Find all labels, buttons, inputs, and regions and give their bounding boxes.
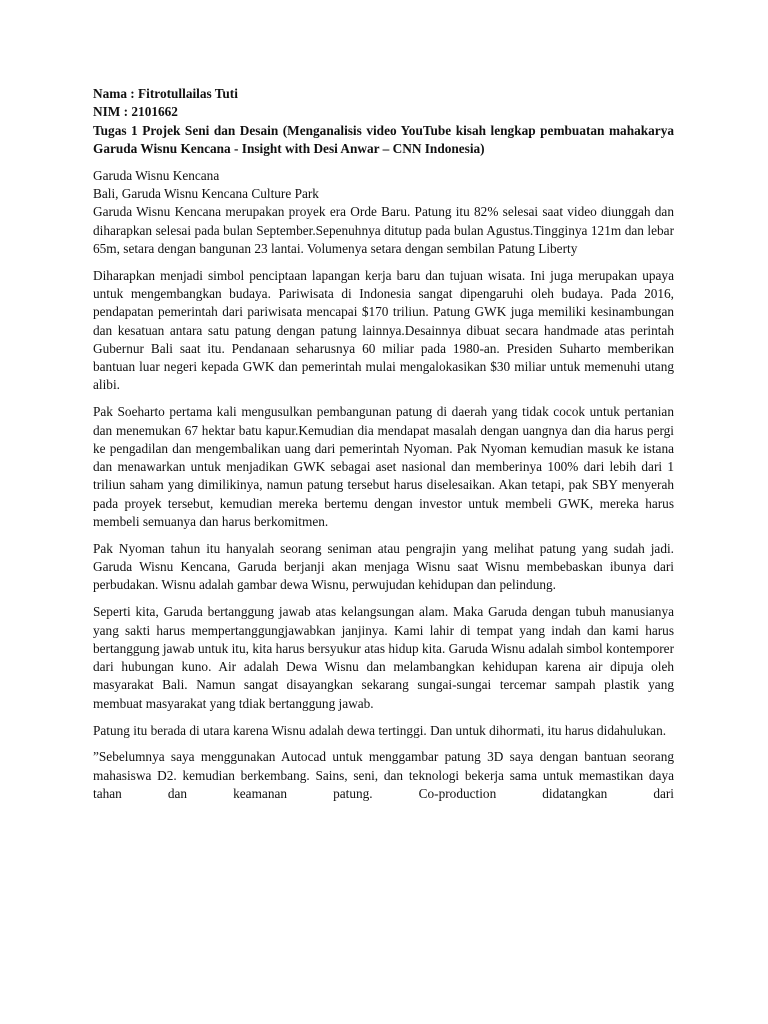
body-paragraph-2: Pak Soeharto pertama kali mengusulkan pembangunan patung di daerah yang tidak cocok untuk pertanian dan menemukan 67 hektar batu kapur.Kemudian dia mendapat masalah dengan uangnya dan dia harus pergi ke pengadilan dan mengembalikan uang dari pemerintah Nyoman. Pak Nyoman kemudian masuk ke istana dan menawarkan untuk menjadikan GWK sebagai aset nasional dan memberinya 100% dari lebih dari 1 triliun saham yang dimilikinya, namun patung tersebut harus diselesaikan. Akan tetapi, pak SBY menyerah pada proyek tersebut, kemudian mereka bertemu dengan investor untuk membeli GWK, mereka harus membeli semuanya dan harus berkomitmen. (93, 404, 674, 530)
subject-location: Bali, Garuda Wisnu Kencana Culture Park (93, 185, 319, 201)
student-name: Nama : Fitrotullailas Tuti (93, 86, 238, 101)
student-nim: NIM : 2101662 (93, 104, 178, 120)
intro-paragraph: Garuda Wisnu Kencana merupakan proyek era Orde Baru. Patung itu 82% selesai saat video diunggah dan diharapkan selesai pada bulan September.Sepenuhnya ditutup pada bulan Agustus.Tingginya 121m dan lebar 65m, setara dengan bangunan 23 lantai. Volumenya setara dengan sembilan Patung Liberty (93, 204, 674, 256)
document-page (93, 85, 674, 803)
assignment-title: Tugas 1 Projek Seni dan Desain (Menganalisis video YouTube kisah lengkap pembuatan mahakarya Garuda Wisnu Kencana - Insight with Desi Anwar – CNN Indonesia) (93, 122, 674, 156)
body-paragraph-1: Diharapkan menjadi simbol penciptaan lapangan kerja baru dan tujuan wisata. Ini juga merupakan upaya untuk mengembangkan budaya. Pariwisata di Indonesia sangat dipengaruhi oleh budaya. Pada 2016, pendapatan pemerintah dari pariwisata mencapai $170 triliun. Patung GWK juga memiliki kesinambungan dan kesatuan antara satu patung dengan patung lainnya.Desainnya dibuat secara handmade atas perintah Gubernur Bali saat itu. Pendanaan seharusnya 60 miliar pada 1980-an. Presiden Suharto memberikan bantuan luar negeri kepada GWK dan pemerintah mulai mengalokasikan $30 miliar untuk memenuhi utang alibi. (93, 267, 674, 393)
body-paragraph-6: ”Sebelumnya saya menggunakan Autocad untuk menggambar patung 3D saya dengan bantuan seorang mahasiswa D2. kemudian berkembang. Sains, seni, dan teknologi bekerja sama untuk memastikan daya tahan dan keamanan patung. Co-production didatangkan dari (93, 749, 674, 801)
subject-title: Garuda Wisnu Kencana (93, 167, 220, 183)
body-paragraph-3: Pak Nyoman tahun itu hanyalah seorang seniman atau pengrajin yang melihat patung yang sudah jadi. Garuda Wisnu Kencana, Garuda berjanji akan menjaga Wisnu saat Wisnu membebaskan ibunya dari perbudakan. Wisnu adalah gambar dewa Wisnu, perwujudan kehidupan dan pelindung. (93, 540, 674, 593)
spacer (93, 158, 674, 167)
body-paragraph-4: Seperti kita, Garuda bertanggung jawab atas kelangsungan alam. Maka Garuda dengan tubuh manusianya yang sakti harus mempertanggungjawabkan janjinya. Kami lahir di tempat yang indah dan kami harus bertanggung jawab untuk itu, kita harus bersyukur atas hidup kita. Garuda Wisnu adalah simbol kontemporer dari hubungan kuno. Air adalah Dewa Wisnu dan melambangkan kehidupan karena air dipuja oleh masyarakat Bali. Namun sangat disayangkan sekarang sungai-sungai tercemar sampah plastik yang membuat masyarakat yang tdiak bertanggung jawab. (93, 604, 674, 711)
body-paragraph-5: Patung itu berada di utara karena Wisnu adalah dewa tertinggi. Dan untuk dihormati, itu harus didahulukan. (93, 722, 667, 738)
